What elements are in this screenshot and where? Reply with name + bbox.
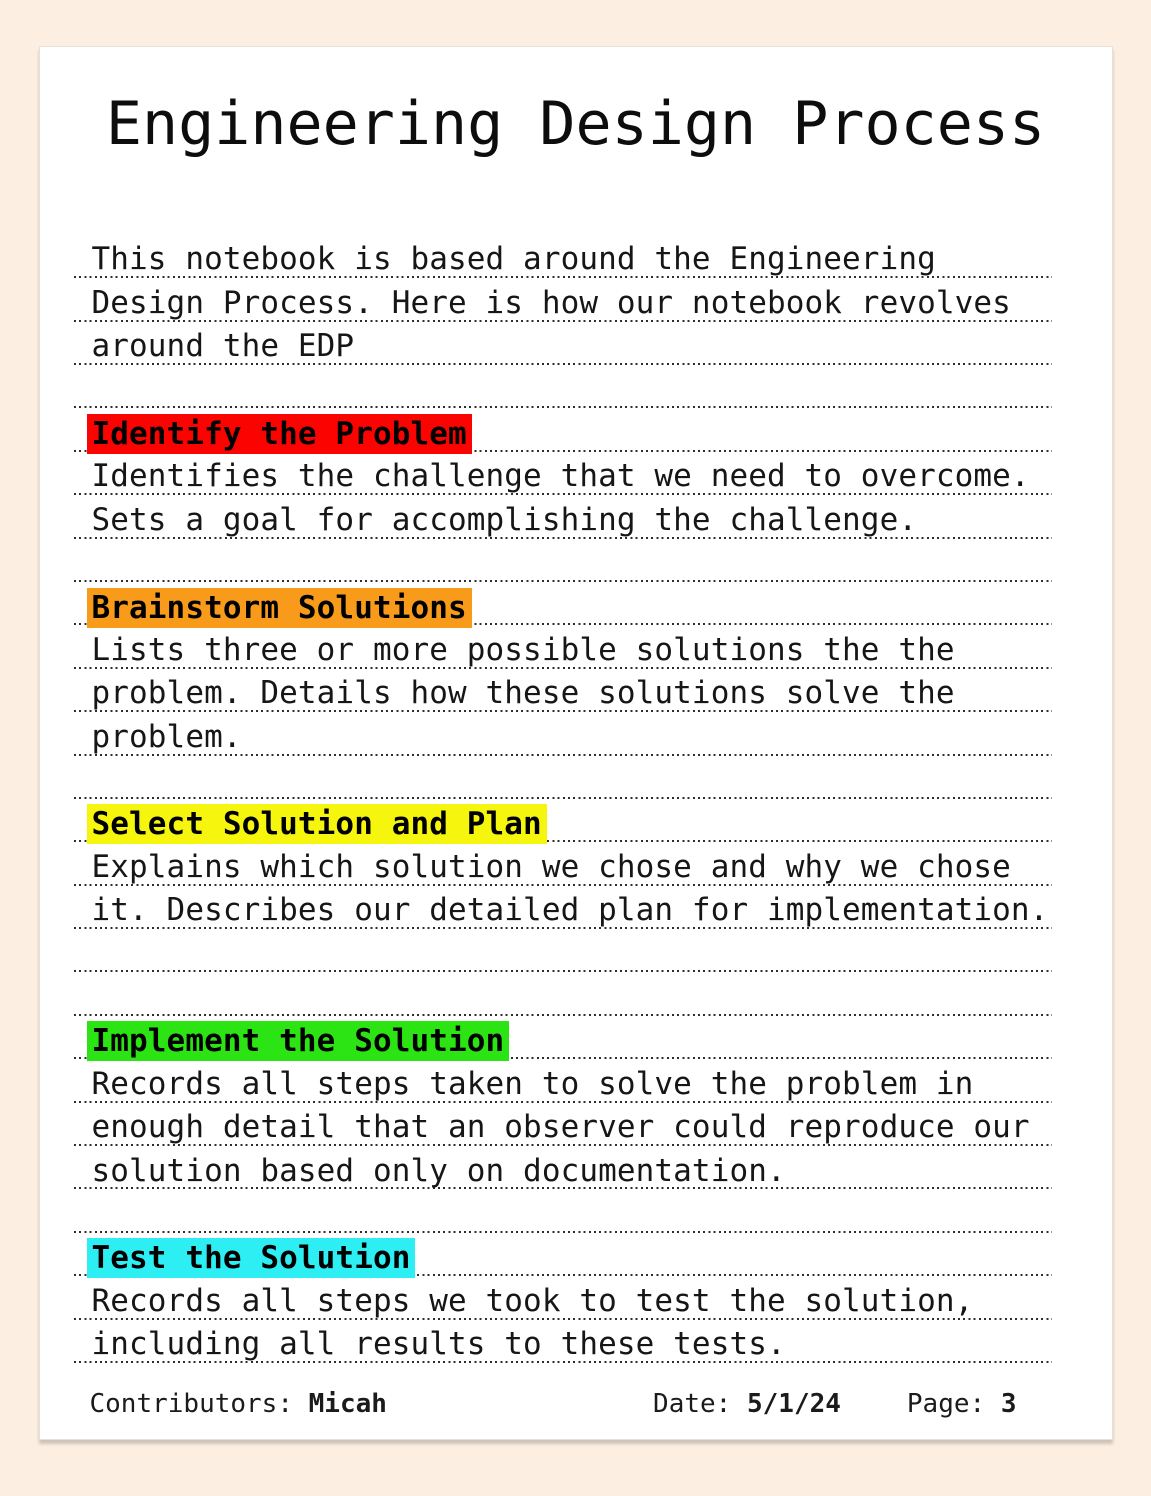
line-text: problem. Details how these solutions solve the (91, 675, 955, 712)
page-footer (90, 1389, 1017, 1419)
contributors-label: Contributors: (89, 1389, 293, 1420)
section-heading-line (74, 1016, 1052, 1059)
section-heading-line (74, 799, 1052, 842)
empty-rule-line (74, 1190, 1052, 1233)
text-line (74, 842, 1052, 885)
date-label: Date: (653, 1389, 732, 1420)
text-line (74, 669, 1052, 712)
section-heading: Implement the Solution (87, 1021, 510, 1061)
notebook-page (39, 46, 1113, 1440)
footer-date (653, 1389, 841, 1419)
date-value: 5/1/24 (746, 1389, 841, 1420)
footer-page-number (907, 1389, 1017, 1419)
line-text: problem. (91, 718, 242, 755)
line-text: Explains which solution we chose and why we chose (91, 848, 1011, 885)
section-heading-line (74, 582, 1052, 625)
text-line (74, 712, 1052, 755)
line-text: it. Describes our detailed plan for implementation. (91, 892, 1049, 929)
empty-rule-line (74, 929, 1052, 972)
line-text: Records all steps we took to test the solution, (91, 1282, 974, 1319)
section-heading: Test the Solution (87, 1238, 416, 1278)
text-line (74, 626, 1052, 669)
section-heading: Identify the Problem (87, 414, 472, 454)
line-text: Sets a goal for accomplishing the challenge. (91, 501, 918, 538)
page-title: Engineering Design Process (105, 89, 1046, 159)
line-text: This notebook is based around the Engineering (91, 241, 936, 278)
empty-rule-line (74, 756, 1052, 799)
page-label: Page: (906, 1389, 986, 1420)
text-line (74, 1059, 1052, 1102)
contributors-value: Micah (308, 1389, 387, 1420)
line-text: including all results to these tests. (91, 1326, 786, 1363)
text-line (74, 278, 1052, 321)
line-text: Records all steps taken to solve the problem in (91, 1065, 974, 1102)
text-line (74, 235, 1052, 278)
line-text: around the EDP (91, 328, 355, 365)
line-text: Identifies the challenge that we need to overcome. (91, 458, 1030, 495)
section-heading: Select Solution and Plan (87, 804, 547, 844)
text-line (74, 495, 1052, 538)
section-heading-line (74, 409, 1052, 452)
text-line (74, 452, 1052, 495)
line-text: solution based only on documentation. (91, 1152, 786, 1189)
empty-rule-line (74, 539, 1052, 582)
footer-contributors (90, 1389, 654, 1419)
ruled-area (74, 235, 1052, 1363)
line-text: Design Process. Here is how our notebook revolves (91, 284, 1011, 321)
text-line (74, 1276, 1052, 1319)
empty-rule-line (74, 973, 1052, 1016)
line-text: Lists three or more possible solutions the the (91, 631, 955, 668)
text-line (74, 1103, 1052, 1146)
text-line (74, 1320, 1052, 1363)
page-value: 3 (1000, 1389, 1017, 1420)
text-line (74, 886, 1052, 929)
section-heading: Brainstorm Solutions (87, 588, 472, 628)
line-text: enough detail that an observer could reproduce our (91, 1109, 1030, 1146)
text-line (74, 1146, 1052, 1189)
section-heading-line (74, 1233, 1052, 1276)
empty-rule-line (74, 365, 1052, 408)
text-line (74, 322, 1052, 365)
